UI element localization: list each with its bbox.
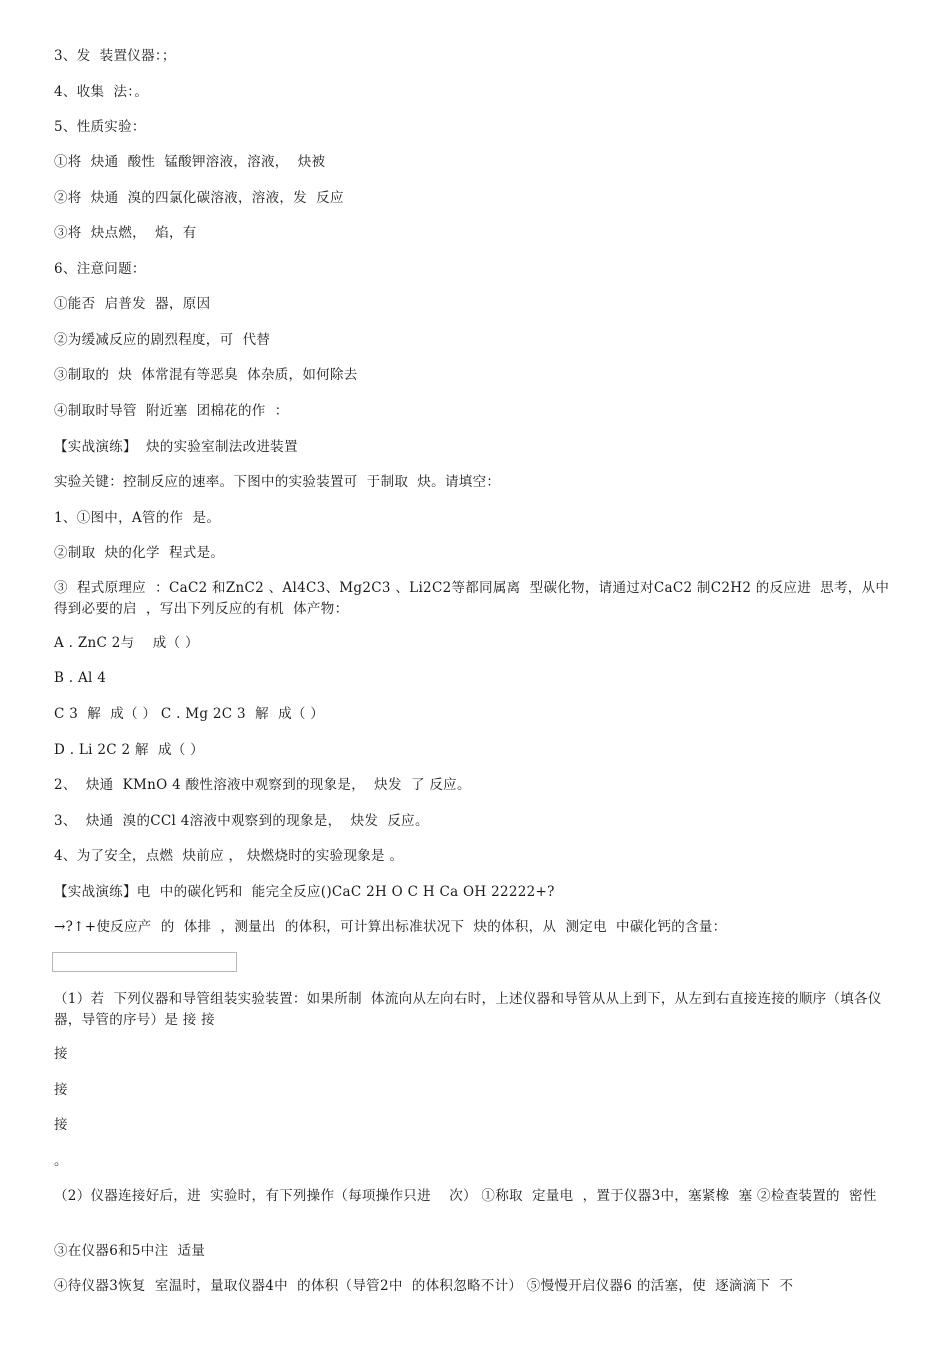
text-line-33: ④待仪器3恢复 室温时，量取仪器4中 的体积（导管2中 的体积忽略不计） ⑤慢慢开启仪器6 的活塞，使 逐滴滴下 不 bbox=[54, 1278, 794, 1294]
text-line-7: 6、注意问题： bbox=[54, 261, 146, 277]
text-line-20: D . Li 2C 2 解 成（ ） bbox=[54, 742, 204, 758]
text-line-9: ②为缓减反应的剧烈程度，可 代替 bbox=[54, 332, 271, 348]
text-line-17: A . ZnC 2与 成（ ） bbox=[54, 635, 199, 651]
text-line-1: 3、发 装置仪器：； bbox=[54, 48, 176, 64]
text-line-13: 实验关键：控制反应的速率。下图中的实验装置可 于制取 炔。请填空： bbox=[54, 474, 501, 490]
text-line-5: ②将 炔通 溴的四氯化碳溶液，溶液，发 反应 bbox=[54, 190, 344, 206]
text-line-30: 。 bbox=[54, 1153, 68, 1169]
image-placeholder-box bbox=[52, 952, 237, 972]
text-line-14: 1、①图中，A管的作 是。 bbox=[54, 510, 221, 526]
text-line-29: 接 bbox=[54, 1117, 68, 1133]
text-line-15: ②制取 炔的化学 程式是。 bbox=[54, 545, 225, 561]
text-line-22: 3、 炔通 溴的CCl 4溶液中观察到的现象是， 炔发 反应。 bbox=[54, 813, 429, 829]
text-line-27: 接 bbox=[54, 1046, 68, 1062]
text-line-3: 5、性质实验： bbox=[54, 119, 146, 135]
text-line-25: →?↑+使反应产 的 体排 ，测量出 的体积，可计算出标准状况下 炔的体积，从 测定电 中碳化钙的含量： bbox=[54, 919, 727, 935]
text-paragraph-26: （1）若 下列仪器和导管组装实验装置：如果所制 体流向从左向右时，上述仪器和导管从从上到下，从左到右直接连接的顺序（填各仪器，导管的序号）是 接 接 bbox=[54, 991, 882, 1028]
text-line-2: 4、收集 法：。 bbox=[54, 84, 149, 100]
text-line-11: ④制取时导管 附近塞 团棉花的作 ： bbox=[54, 403, 289, 419]
section-heading-2: 【实战演练】电 中的碳化钙和 能完全反应()CaC 2H O C H Ca OH 22222+? bbox=[54, 884, 555, 900]
text-line-32: ③在仪器6和5中注 适量 bbox=[54, 1243, 206, 1259]
text-paragraph-31: （2）仪器连接好后，进 实验时，有下列操作（每项操作只进 次） ①称取 定量电 ，置于仪器3中，塞紧橡 塞 ②检查装置的 密性 bbox=[54, 1188, 877, 1204]
text-line-28: 接 bbox=[54, 1082, 68, 1098]
text-line-18: B . Al 4 bbox=[54, 670, 107, 686]
text-line-6: ③将 炔点燃， 焰，有 bbox=[54, 225, 197, 241]
text-line-4: ①将 炔通 酸性 锰酸钾溶液，溶液， 炔被 bbox=[54, 154, 326, 170]
section-heading-1: 【实战演练】 炔的实验室制法改进装置 bbox=[54, 439, 298, 455]
text-line-23: 4、为了安全，点燃 炔前应 ， 炔燃烧时的实验现象是 。 bbox=[54, 848, 404, 864]
text-paragraph-16: ③ 程式原理应 ：CaC2 和ZnC2 、Al4C3、Mg2C3 、Li2C2等都同属离 型碳化物，请通过对CaC2 制C2H2 的反应进 思考，从中得到必要的启 ，写出下列反应的有机 体产物： bbox=[54, 580, 890, 617]
text-line-10: ③制取的 炔 体常混有等恶臭 体杂质，如何除去 bbox=[54, 367, 358, 383]
text-line-19: C 3 解 成（ ） C . Mg 2C 3 解 成（ ） bbox=[54, 706, 325, 722]
text-line-21: 2、 炔通 KMnO 4 酸性溶液中观察到的现象是， 炔发 了 反应。 bbox=[54, 777, 471, 793]
text-line-8: ①能否 启普发 器，原因 bbox=[54, 296, 211, 312]
